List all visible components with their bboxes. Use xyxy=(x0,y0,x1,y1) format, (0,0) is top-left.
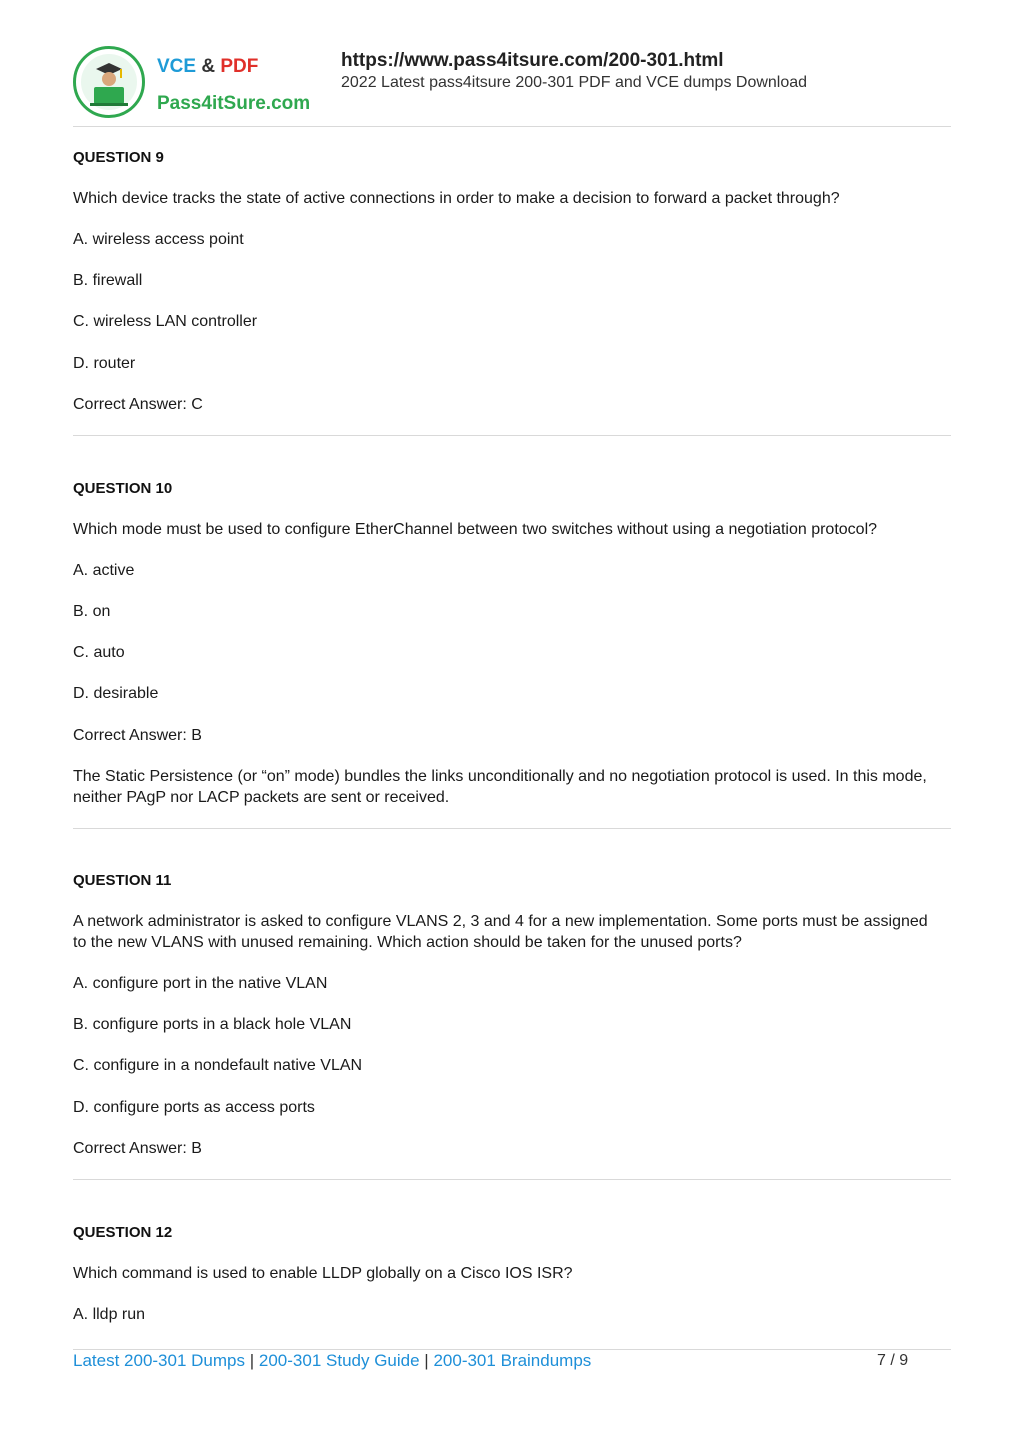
question-text: A network administrator is asked to configure VLANS 2, 3 and 4 for a new implementation. Some ports must be assigned to the new VLANS with unused remaining. Which action should be taken for the unused ports? xyxy=(73,913,928,951)
question-text: Which command is used to enable LLDP globally on a Cisco IOS ISR? xyxy=(73,1265,573,1282)
page-header xyxy=(73,44,951,126)
braindumps-link[interactable]: 200-301 Braindumps xyxy=(433,1351,592,1370)
question-divider xyxy=(73,435,951,436)
question-text: Which device tracks the state of active connections in order to make a decision to forward a packet through? xyxy=(73,190,840,207)
question-title: QUESTION 11 xyxy=(73,872,172,889)
logo-title xyxy=(157,56,258,78)
answer-option: B. configure ports in a black hole VLAN xyxy=(73,1016,352,1033)
answer-option: A. configure port in the native VLAN xyxy=(73,975,328,992)
header-divider xyxy=(73,126,951,127)
correct-answer: Correct Answer: B xyxy=(73,1140,202,1157)
question-title: QUESTION 9 xyxy=(73,149,164,166)
question-title: QUESTION 12 xyxy=(73,1224,173,1241)
correct-answer: Correct Answer: B xyxy=(73,727,202,744)
answer-option: B. firewall xyxy=(73,272,143,289)
answer-option: D. configure ports as access ports xyxy=(73,1099,315,1116)
correct-answer: Correct Answer: C xyxy=(73,396,203,413)
answer-option: A. active xyxy=(73,562,135,579)
site-logo[interactable] xyxy=(73,46,318,122)
header-url[interactable]: https://www.pass4itsure.com/200-301.html xyxy=(341,50,724,71)
latest-dumps-link[interactable]: Latest 200-301 Dumps xyxy=(73,1351,245,1370)
page-number: 7 / 9 xyxy=(877,1352,909,1369)
answer-option: B. on xyxy=(73,603,111,620)
answer-option: D. desirable xyxy=(73,685,159,702)
answer-option: A. wireless access point xyxy=(73,231,244,248)
logo-pdf: PDF xyxy=(220,56,259,77)
page-footer xyxy=(73,1351,591,1371)
question-divider xyxy=(73,1179,951,1180)
answer-explanation: The Static Persistence (or “on” mode) bundles the links unconditionally and no negotiation protocol is used. In this mode, neither PAgP nor LACP packets are sent or received. xyxy=(73,768,927,806)
footer-divider xyxy=(73,1349,951,1350)
footer-separator: | xyxy=(249,1351,255,1370)
graduate-laptop-icon xyxy=(73,46,145,118)
logo-ampersand: & xyxy=(201,56,216,77)
logo-site-name: Pass4itSure.com xyxy=(157,93,311,114)
question-text: Which mode must be used to configure EtherChannel between two switches without using a negotiation protocol? xyxy=(73,521,878,538)
logo-vce: VCE xyxy=(157,56,197,77)
answer-option: C. wireless LAN controller xyxy=(73,313,258,330)
question-title: QUESTION 10 xyxy=(73,480,173,497)
answer-option: C. configure in a nondefault native VLAN xyxy=(73,1057,363,1074)
answer-option: A. lldp run xyxy=(73,1306,146,1323)
answer-option: D. router xyxy=(73,355,136,372)
header-subtitle: 2022 Latest pass4itsure 200-301 PDF and VCE dumps Download xyxy=(341,74,808,91)
footer-separator: | xyxy=(424,1351,429,1370)
question-divider xyxy=(73,828,951,829)
study-guide-link[interactable]: 200-301 Study Guide xyxy=(258,1351,420,1370)
answer-option: C. auto xyxy=(73,644,125,661)
